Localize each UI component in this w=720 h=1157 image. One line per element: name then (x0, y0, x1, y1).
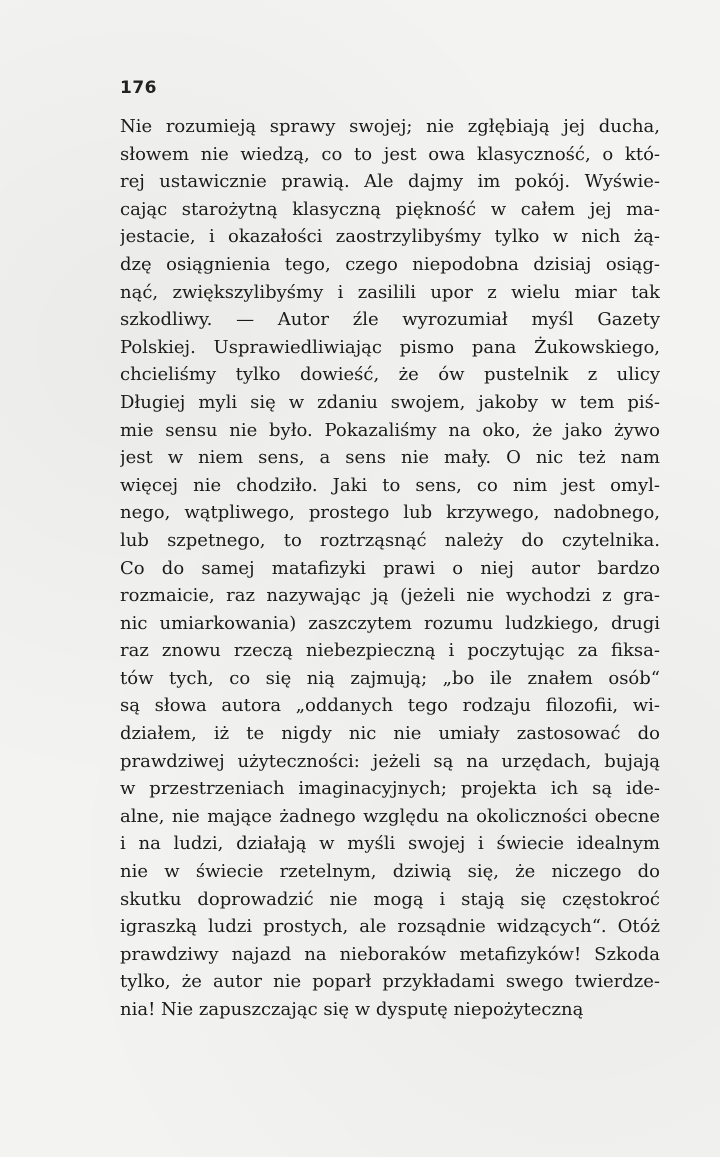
text-line: nąć, zwiększylibyśmy i zasilili upor z wielu miar tak (120, 281, 660, 303)
text-line: rej ustawicznie prawią. Ale dajmy im pokój. Wyświe- (120, 171, 660, 193)
text-line: Polskiej. Usprawiedliwiając pismo pana Żukowskiego, (120, 336, 660, 358)
text-line: jest w niem sens, a sens nie mały. O nic też nam (120, 447, 660, 469)
text-line: mie sensu nie było. Pokazaliśmy na oko, że jako żywo (120, 419, 660, 441)
text-line: więcej nie chodziło. Jaki to sens, co nim jest omyl- (120, 474, 660, 496)
body-text (120, 113, 660, 1024)
text-line: rozmaicie, raz nazywając ją (jeżeli nie wychodzi z gra- (120, 585, 660, 607)
text-line: Co do samej matafizyki prawi o niej autor bardzo (120, 557, 660, 579)
text-line: nic umiarkowania) zaszczytem rozumu ludzkiego, drugi (120, 612, 660, 634)
text-line: Długiej myli się w zdaniu swojem, jakoby w tem piś- (120, 391, 660, 413)
text-line: Nie rozumieją sprawy swojej; nie zgłębiają jej ducha, (120, 116, 660, 137)
text-line: cając starożytną klasyczną piękność w całem jej ma- (120, 198, 660, 220)
text-line: raz znowu rzeczą niebezpieczną i poczytując za fiksa- (120, 640, 660, 662)
text-line: nego, wątpliwego, prostego lub krzywego, nadobnego, (120, 502, 660, 524)
text-line: działem, iż te nigdy nic nie umiały zastosować do (120, 723, 660, 745)
text-line: w przestrzeniach imaginacyjnych; projekta ich są ide- (120, 778, 660, 800)
text-line: jestacie, i okazałości zaostrzylibyśmy tylko w nich żą- (120, 226, 660, 248)
text-line: igraszką ludzi prostych, ale rozsądnie widzących“. Otóż (120, 916, 660, 938)
text-line: nia! Nie zapuszczając się w dysputę niepożyteczną (120, 999, 584, 1020)
text-line: i na ludzi, działają w myśli swojej i świecie idealnym (120, 833, 660, 855)
text-line: nie w świecie rzetelnym, dziwią się, że niczego do (120, 861, 660, 883)
text-line: szkodliwy. — Autor źle wyrozumiał myśl Gazety (120, 309, 660, 331)
text-line: tylko, że autor nie poparł przykładami swego twierdze- (120, 971, 660, 993)
text-line: tów tych, co się nią zajmują; „bo ile znałem osób“ (120, 667, 660, 689)
text-line: słowem nie wiedzą, co to jest owa klasyczność, o któ- (120, 143, 660, 165)
page-number: 176 (120, 78, 157, 98)
text-line: lub szpetnego, to roztrząsnąć należy do czytelnika. (120, 529, 660, 551)
text-line: prawdziwej użyteczności: jeżeli są na urzędach, bujają (120, 750, 660, 772)
text-line: alne, nie mające żadnego względu na okoliczności obecne (120, 805, 660, 827)
text-line: skutku doprowadzić nie mogą i stają się częstokroć (120, 888, 660, 910)
text-line: dzę osiągnienia tego, czego niepodobna dzisiaj osiąg- (120, 253, 660, 275)
text-line: są słowa autora „oddanych tego rodzaju filozofii, wi- (120, 695, 660, 717)
text-line: chcieliśmy tylko dowieść, że ów pustelnik z ulicy (120, 364, 660, 386)
text-line: prawdziwy najazd na nieboraków metafizyków! Szkoda (120, 943, 660, 965)
